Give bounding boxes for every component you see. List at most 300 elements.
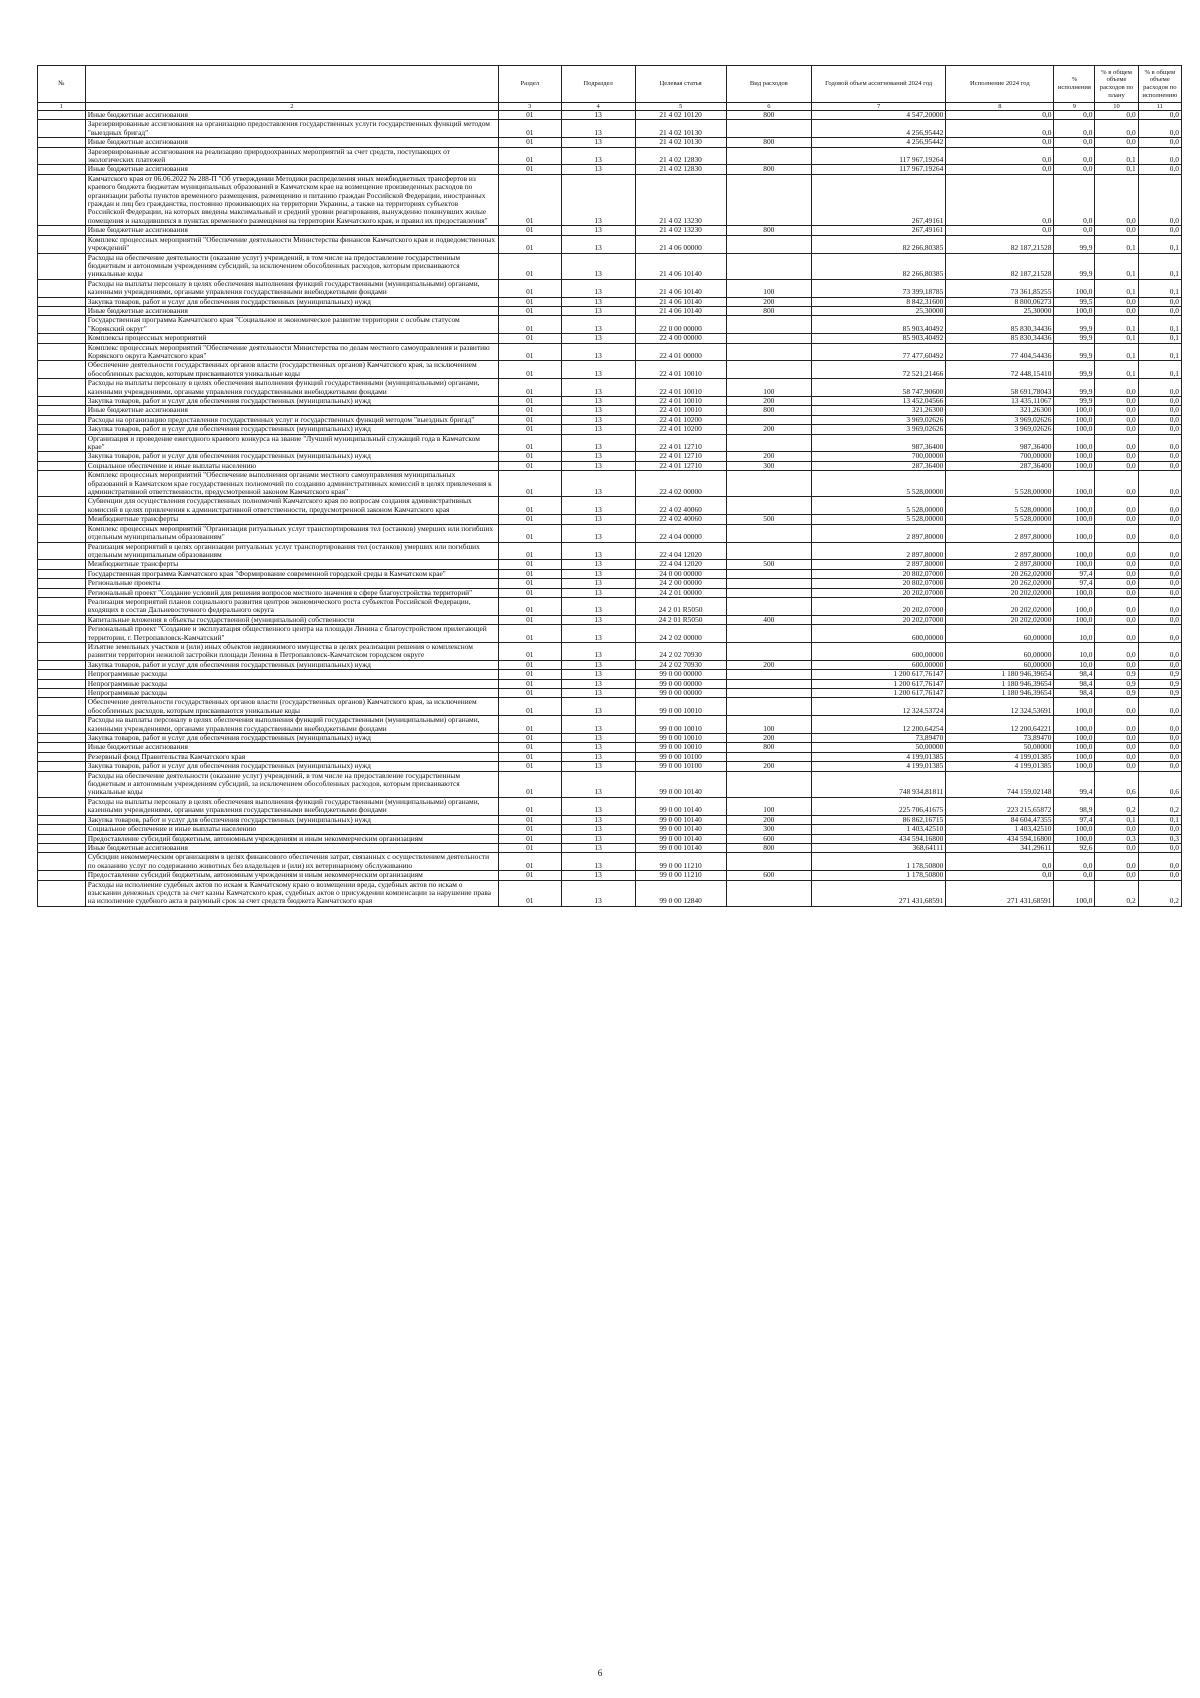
table-row — [38, 415, 1182, 424]
annual-plan-cell: 321,26300 — [812, 406, 946, 415]
razdel-cell: 01 — [499, 615, 562, 624]
execution-percent-cell: 100,0 — [1054, 698, 1095, 716]
col-number: 8 — [946, 103, 1054, 111]
annual-plan-cell: 5 528,00000 — [812, 515, 946, 524]
row-number-cell — [38, 406, 86, 415]
annual-plan-cell: 5 528,00000 — [812, 471, 946, 497]
razdel-cell: 01 — [499, 471, 562, 497]
razdel-cell: 01 — [499, 343, 562, 361]
target-article-cell: 22 4 04 00000 — [635, 524, 726, 542]
execution-cell: 434 594,16800 — [946, 834, 1054, 843]
execution-percent-cell: 100,0 — [1054, 461, 1095, 470]
col-number: 7 — [812, 103, 946, 111]
table-row — [38, 689, 1182, 698]
podrazdel-cell: 13 — [561, 752, 635, 761]
target-article-cell: 21 4 02 13230 — [635, 226, 726, 235]
razdel-cell: 01 — [499, 560, 562, 569]
row-name-cell: Расходы на выплаты персоналу в целях обеспечения выполнения функций государственными (муниципальными) органами, казенными учреждениями, органами управления государственными внебюджетными фондами — [85, 279, 498, 297]
execution-percent-cell: 100,0 — [1054, 588, 1095, 597]
razdel-cell: 01 — [499, 306, 562, 315]
execution-percent-cell: 100,0 — [1054, 762, 1095, 771]
row-number-cell — [38, 588, 86, 597]
execution-percent-cell: 99,9 — [1054, 235, 1095, 253]
annual-plan-cell: 600,00000 — [812, 625, 946, 643]
row-number-cell — [38, 880, 86, 906]
table-row — [38, 825, 1182, 834]
execution-cell: 58 691,78043 — [946, 379, 1054, 397]
annual-plan-cell: 13 452,04566 — [812, 397, 946, 406]
execution-percent-cell: 100,0 — [1054, 825, 1095, 834]
target-article-cell: 21 4 06 10140 — [635, 297, 726, 306]
execution-cell: 25,30000 — [946, 306, 1054, 315]
podrazdel-cell: 13 — [561, 415, 635, 424]
target-article-cell: 22 4 01 00000 — [635, 343, 726, 361]
execution-cell: 0,0 — [946, 174, 1054, 225]
execution-cell: 60,00000 — [946, 625, 1054, 643]
row-name-cell: Резервный фонд Правительства Камчатского края — [85, 752, 498, 761]
execution-percent-cell: 100,0 — [1054, 743, 1095, 752]
share-plan-cell: 0,0 — [1095, 871, 1138, 880]
annual-plan-cell: 1 200 617,76147 — [812, 679, 946, 688]
table-row — [38, 670, 1182, 679]
annual-plan-cell: 20 802,07000 — [812, 569, 946, 578]
execution-percent-cell: 100,0 — [1054, 497, 1095, 515]
row-number-cell — [38, 253, 86, 279]
share-plan-cell: 0,1 — [1095, 343, 1138, 361]
table-row — [38, 361, 1182, 379]
execution-percent-cell: 10,0 — [1054, 660, 1095, 669]
table-row — [38, 297, 1182, 306]
podrazdel-cell: 13 — [561, 853, 635, 871]
row-number-cell — [38, 660, 86, 669]
podrazdel-cell: 13 — [561, 597, 635, 615]
table-row — [38, 235, 1182, 253]
expense-type-cell — [726, 670, 811, 679]
execution-percent-cell: 99,9 — [1054, 253, 1095, 279]
row-name-cell: Обеспечение деятельности государственных органов власти (государственных органов) Камчатского края, за исключением обособленных расходов, которым присваиваются уникальные коды — [85, 361, 498, 379]
table-row — [38, 316, 1182, 334]
share-execution-cell: 0,0 — [1138, 825, 1181, 834]
annual-plan-cell: 1 200 617,76147 — [812, 670, 946, 679]
annual-plan-cell: 2 897,80000 — [812, 542, 946, 560]
row-name-cell: Комплекс процессных мероприятий "Обеспечение выполнения органами местного самоуправления муниципальных образований в Камчатском крае государственных полномочий по созданию административных комиссий в целях привлечения к административной ответственности, предусмотренной законом Камчатского края" — [85, 471, 498, 497]
budget-execution-table — [37, 65, 1182, 907]
podrazdel-cell: 13 — [561, 434, 635, 452]
razdel-cell: 01 — [499, 316, 562, 334]
share-execution-cell: 0,0 — [1138, 762, 1181, 771]
podrazdel-cell: 13 — [561, 569, 635, 578]
razdel-cell: 01 — [499, 679, 562, 688]
expense-type-cell: 200 — [726, 425, 811, 434]
share-execution-cell: 0,9 — [1138, 679, 1181, 688]
expense-type-cell — [726, 853, 811, 871]
row-name-cell: Комплекс процессных мероприятий "Обеспечение деятельности Министерства по делам местного самоуправления и развитию Корякского округа Камчатского края" — [85, 343, 498, 361]
row-number-cell — [38, 743, 86, 752]
share-plan-cell: 0,0 — [1095, 734, 1138, 743]
page-number: 6 — [597, 1668, 603, 1678]
share-plan-cell: 0,0 — [1095, 111, 1138, 120]
expense-type-cell: 800 — [726, 111, 811, 120]
target-article-cell: 24 0 00 00000 — [635, 569, 726, 578]
share-execution-cell: 0,0 — [1138, 138, 1181, 147]
share-plan-cell: 0,0 — [1095, 843, 1138, 852]
table-row — [38, 560, 1182, 569]
share-execution-cell: 0,0 — [1138, 752, 1181, 761]
razdel-cell: 01 — [499, 297, 562, 306]
table-row — [38, 406, 1182, 415]
share-plan-cell: 0,1 — [1095, 253, 1138, 279]
table-row — [38, 716, 1182, 734]
execution-percent-cell: 0,0 — [1054, 111, 1095, 120]
expense-type-cell: 100 — [726, 279, 811, 297]
annual-plan-cell: 20 202,07000 — [812, 597, 946, 615]
row-number-cell — [38, 698, 86, 716]
table-row — [38, 279, 1182, 297]
expense-type-cell — [726, 579, 811, 588]
execution-cell: 8 800,06273 — [946, 297, 1054, 306]
execution-percent-cell: 100,0 — [1054, 415, 1095, 424]
row-name-cell: Капитальные вложения в объекты государственной (муниципальной) собственности — [85, 615, 498, 624]
razdel-cell: 01 — [499, 253, 562, 279]
expense-type-cell: 100 — [726, 379, 811, 397]
table-row — [38, 343, 1182, 361]
row-number-cell — [38, 853, 86, 871]
execution-cell: 2 897,80000 — [946, 560, 1054, 569]
podrazdel-cell: 13 — [561, 461, 635, 470]
share-execution-cell: 0,9 — [1138, 670, 1181, 679]
col-header-name — [85, 66, 498, 103]
razdel-cell: 01 — [499, 379, 562, 397]
row-number-cell — [38, 615, 86, 624]
row-number-cell — [38, 797, 86, 815]
row-number-cell — [38, 461, 86, 470]
execution-cell: 0,0 — [946, 165, 1054, 174]
share-plan-cell: 0,9 — [1095, 679, 1138, 688]
target-article-cell: 99 0 00 10140 — [635, 771, 726, 797]
razdel-cell: 01 — [499, 588, 562, 597]
razdel-cell: 01 — [499, 120, 562, 138]
share-plan-cell: 0,1 — [1095, 361, 1138, 379]
col-number: 4 — [561, 103, 635, 111]
row-number-cell — [38, 379, 86, 397]
annual-plan-cell: 58 747,90600 — [812, 379, 946, 397]
execution-percent-cell: 100,0 — [1054, 597, 1095, 615]
podrazdel-cell: 13 — [561, 588, 635, 597]
row-name-cell: Субвенции для осуществления государственных полномочий Камчатского края по вопросам создания административных комиссий в целях привлечения к административной ответственности, предусмотренной законом Камчатского края — [85, 497, 498, 515]
razdel-cell: 01 — [499, 642, 562, 660]
share-plan-cell: 0,1 — [1095, 316, 1138, 334]
share-plan-cell: 0,1 — [1095, 235, 1138, 253]
share-execution-cell: 0,0 — [1138, 306, 1181, 315]
row-name-cell: Комплекс процессных мероприятий "Обеспечение деятельности Министерства финансов Камчатского края и подведомственных учреждений" — [85, 235, 498, 253]
razdel-cell: 01 — [499, 524, 562, 542]
share-plan-cell: 0,0 — [1095, 138, 1138, 147]
share-plan-cell: 0,6 — [1095, 771, 1138, 797]
table-row — [38, 379, 1182, 397]
podrazdel-cell: 13 — [561, 716, 635, 734]
row-number-cell — [38, 174, 86, 225]
share-plan-cell: 0,0 — [1095, 698, 1138, 716]
share-plan-cell: 0,0 — [1095, 397, 1138, 406]
expense-type-cell: 200 — [726, 397, 811, 406]
share-plan-cell: 0,0 — [1095, 415, 1138, 424]
podrazdel-cell: 13 — [561, 797, 635, 815]
razdel-cell: 01 — [499, 762, 562, 771]
share-plan-cell: 0,0 — [1095, 752, 1138, 761]
execution-cell: 287,36400 — [946, 461, 1054, 470]
target-article-cell: 99 0 00 00000 — [635, 679, 726, 688]
share-plan-cell: 0,0 — [1095, 174, 1138, 225]
row-name-cell: Межбюджетные трансферты — [85, 515, 498, 524]
target-article-cell: 24 2 01 00000 — [635, 588, 726, 597]
podrazdel-cell: 13 — [561, 120, 635, 138]
podrazdel-cell: 13 — [561, 279, 635, 297]
expense-type-cell — [726, 334, 811, 343]
razdel-cell: 01 — [499, 434, 562, 452]
row-name-cell: Государственная программа Камчатского края "Социальное и экономическое развитие территории с особым статусом "Корякский округ" — [85, 316, 498, 334]
razdel-cell: 01 — [499, 397, 562, 406]
share-plan-cell: 0,1 — [1095, 147, 1138, 165]
row-number-cell — [38, 560, 86, 569]
podrazdel-cell: 13 — [561, 406, 635, 415]
annual-plan-cell: 225 706,41675 — [812, 797, 946, 815]
razdel-cell: 01 — [499, 569, 562, 578]
razdel-cell: 01 — [499, 843, 562, 852]
share-plan-cell: 0,0 — [1095, 226, 1138, 235]
target-article-cell: 22 4 01 10010 — [635, 406, 726, 415]
share-plan-cell: 0,0 — [1095, 597, 1138, 615]
share-execution-cell: 0,2 — [1138, 797, 1181, 815]
row-number-cell — [38, 279, 86, 297]
target-article-cell: 99 0 00 10140 — [635, 843, 726, 852]
podrazdel-cell: 13 — [561, 560, 635, 569]
share-plan-cell: 0,0 — [1095, 569, 1138, 578]
table-row — [38, 880, 1182, 906]
podrazdel-cell: 13 — [561, 625, 635, 643]
target-article-cell: 22 4 01 10200 — [635, 415, 726, 424]
annual-plan-cell: 2 897,80000 — [812, 560, 946, 569]
annual-plan-cell: 748 934,81811 — [812, 771, 946, 797]
share-execution-cell: 0,1 — [1138, 253, 1181, 279]
execution-percent-cell: 0,0 — [1054, 120, 1095, 138]
row-number-cell — [38, 497, 86, 515]
execution-cell: 271 431,68591 — [946, 880, 1054, 906]
podrazdel-cell: 13 — [561, 226, 635, 235]
razdel-cell: 01 — [499, 452, 562, 461]
row-number-cell — [38, 815, 86, 824]
row-number-cell — [38, 334, 86, 343]
expense-type-cell — [726, 415, 811, 424]
share-execution-cell: 0,1 — [1138, 235, 1181, 253]
razdel-cell: 01 — [499, 698, 562, 716]
razdel-cell: 01 — [499, 235, 562, 253]
target-article-cell: 21 4 06 10140 — [635, 253, 726, 279]
col-header-podrazdel: Подраздел — [561, 66, 635, 103]
row-number-cell — [38, 834, 86, 843]
share-execution-cell: 0,0 — [1138, 425, 1181, 434]
annual-plan-cell: 12 200,64254 — [812, 716, 946, 734]
annual-plan-cell: 267,49161 — [812, 174, 946, 225]
col-header-number: № — [38, 66, 86, 103]
table-row — [38, 174, 1182, 225]
target-article-cell: 99 0 00 10010 — [635, 698, 726, 716]
target-article-cell: 21 4 06 10140 — [635, 306, 726, 315]
annual-plan-cell: 85 903,40492 — [812, 334, 946, 343]
target-article-cell: 99 0 00 10010 — [635, 743, 726, 752]
execution-cell: 0,0 — [946, 138, 1054, 147]
execution-percent-cell: 0,0 — [1054, 226, 1095, 235]
header-row — [38, 66, 1182, 103]
row-name-cell: Расходы на выплаты персоналу в целях обеспечения выполнения функций государственными (муниципальными) органами, казенными учреждениями, органами управления государственными внебюджетными фондами — [85, 797, 498, 815]
share-plan-cell: 0,0 — [1095, 716, 1138, 734]
execution-cell: 5 528,00000 — [946, 515, 1054, 524]
share-execution-cell: 0,0 — [1138, 642, 1181, 660]
execution-percent-cell: 100,0 — [1054, 560, 1095, 569]
row-number-cell — [38, 569, 86, 578]
execution-percent-cell: 97,4 — [1054, 579, 1095, 588]
row-name-cell: Иные бюджетные ассигнования — [85, 226, 498, 235]
razdel-cell: 01 — [499, 815, 562, 824]
execution-cell: 60,00000 — [946, 642, 1054, 660]
expense-type-cell: 800 — [726, 165, 811, 174]
row-name-cell: Зарезервированные ассигнования на реализацию природоохранных мероприятий за счет средств, поступающих от экологических платежей — [85, 147, 498, 165]
table-row — [38, 111, 1182, 120]
execution-percent-cell: 100,0 — [1054, 524, 1095, 542]
expense-type-cell: 100 — [726, 797, 811, 815]
podrazdel-cell: 13 — [561, 615, 635, 624]
row-number-cell — [38, 297, 86, 306]
execution-percent-cell: 97,4 — [1054, 569, 1095, 578]
execution-percent-cell: 100,0 — [1054, 615, 1095, 624]
table-row — [38, 165, 1182, 174]
podrazdel-cell: 13 — [561, 471, 635, 497]
expense-type-cell — [726, 752, 811, 761]
target-article-cell: 22 4 01 10010 — [635, 379, 726, 397]
expense-type-cell — [726, 588, 811, 597]
target-article-cell: 22 4 01 10010 — [635, 397, 726, 406]
target-article-cell: 99 0 00 11210 — [635, 871, 726, 880]
execution-percent-cell: 98,9 — [1054, 797, 1095, 815]
row-name-cell: Закупка товаров, работ и услуг для обеспечения государственных (муниципальных) нужд — [85, 297, 498, 306]
row-number-cell — [38, 679, 86, 688]
table-body — [38, 111, 1182, 907]
row-name-cell: Обеспечение деятельности государственных органов власти (государственных органов) Камчатского края, за исключением обособленных расходов, которым присваиваются уникальные коды — [85, 698, 498, 716]
razdel-cell: 01 — [499, 174, 562, 225]
share-execution-cell: 0,0 — [1138, 560, 1181, 569]
podrazdel-cell: 13 — [561, 174, 635, 225]
target-article-cell: 22 4 01 12710 — [635, 461, 726, 470]
execution-percent-cell: 98,4 — [1054, 689, 1095, 698]
share-execution-cell: 0,0 — [1138, 471, 1181, 497]
row-name-cell: Расходы на организацию предоставления государственных услуг и государственных функций методом "выездных бригад" — [85, 415, 498, 424]
execution-cell: 4 199,01385 — [946, 752, 1054, 761]
row-name-cell: Организация и проведение ежегодного краевого конкурса на звание "Лучший муниципальный служащий года в Камчатском крае" — [85, 434, 498, 452]
razdel-cell: 01 — [499, 880, 562, 906]
annual-plan-cell: 73,89470 — [812, 734, 946, 743]
share-plan-cell: 0,0 — [1095, 825, 1138, 834]
execution-percent-cell: 0,0 — [1054, 165, 1095, 174]
row-name-cell: Региональный проект "Создание и эксплуатация общественного центра на площади Ленина с благоустройством прилегающей территории, г. Петропавловск-Камчатский" — [85, 625, 498, 643]
target-article-cell: 22 4 01 12710 — [635, 434, 726, 452]
share-plan-cell: 0,1 — [1095, 165, 1138, 174]
col-number: 3 — [499, 103, 562, 111]
share-execution-cell: 0,0 — [1138, 406, 1181, 415]
podrazdel-cell: 13 — [561, 334, 635, 343]
share-plan-cell: 0,0 — [1095, 306, 1138, 315]
table-row — [38, 579, 1182, 588]
razdel-cell: 01 — [499, 138, 562, 147]
share-execution-cell: 0,0 — [1138, 497, 1181, 515]
razdel-cell: 01 — [499, 743, 562, 752]
expense-type-cell — [726, 771, 811, 797]
expense-type-cell: 400 — [726, 615, 811, 624]
table-row — [38, 226, 1182, 235]
table-row — [38, 434, 1182, 452]
execution-cell: 73,89470 — [946, 734, 1054, 743]
share-plan-cell: 0,0 — [1095, 297, 1138, 306]
share-plan-cell: 0,9 — [1095, 670, 1138, 679]
razdel-cell: 01 — [499, 334, 562, 343]
execution-percent-cell: 98,4 — [1054, 679, 1095, 688]
execution-cell: 20 202,02000 — [946, 588, 1054, 597]
row-name-cell: Иные бюджетные ассигнования — [85, 111, 498, 120]
expense-type-cell — [726, 253, 811, 279]
podrazdel-cell: 13 — [561, 138, 635, 147]
razdel-cell: 01 — [499, 226, 562, 235]
execution-cell: 700,00000 — [946, 452, 1054, 461]
execution-percent-cell: 100,0 — [1054, 471, 1095, 497]
expense-type-cell — [726, 361, 811, 379]
execution-cell: 20 202,02000 — [946, 597, 1054, 615]
target-article-cell: 22 4 02 40060 — [635, 515, 726, 524]
execution-percent-cell: 0,0 — [1054, 174, 1095, 225]
col-header-share-plan: % в общем объеме расходов по плану — [1095, 66, 1138, 103]
execution-percent-cell: 100,0 — [1054, 279, 1095, 297]
table-row — [38, 497, 1182, 515]
annual-plan-cell: 1 403,42510 — [812, 825, 946, 834]
row-number-cell — [38, 670, 86, 679]
share-execution-cell: 0,1 — [1138, 361, 1181, 379]
execution-percent-cell: 100,0 — [1054, 880, 1095, 906]
row-number-cell — [38, 452, 86, 461]
share-plan-cell: 0,1 — [1095, 815, 1138, 824]
share-execution-cell: 0,0 — [1138, 515, 1181, 524]
expense-type-cell: 300 — [726, 825, 811, 834]
podrazdel-cell: 13 — [561, 497, 635, 515]
execution-percent-cell: 10,0 — [1054, 642, 1095, 660]
table-row — [38, 853, 1182, 871]
share-plan-cell: 0,0 — [1095, 471, 1138, 497]
share-plan-cell: 0,0 — [1095, 120, 1138, 138]
row-number-cell — [38, 434, 86, 452]
column-number-row — [38, 103, 1182, 111]
execution-cell: 85 830,34436 — [946, 334, 1054, 343]
razdel-cell: 01 — [499, 771, 562, 797]
execution-percent-cell: 0,0 — [1054, 871, 1095, 880]
row-number-cell — [38, 235, 86, 253]
expense-type-cell — [726, 597, 811, 615]
row-name-cell: Региональный проект "Создание условий для решения вопросов местного значения в сфере благоустройства территорий" — [85, 588, 498, 597]
podrazdel-cell: 13 — [561, 689, 635, 698]
row-name-cell: Иные бюджетные ассигнования — [85, 406, 498, 415]
podrazdel-cell: 13 — [561, 253, 635, 279]
annual-plan-cell: 3 969,02626 — [812, 425, 946, 434]
share-execution-cell: 0,0 — [1138, 716, 1181, 734]
expense-type-cell: 600 — [726, 834, 811, 843]
share-execution-cell: 0,0 — [1138, 147, 1181, 165]
share-execution-cell: 0,0 — [1138, 734, 1181, 743]
row-name-cell: Закупка товаров, работ и услуг для обеспечения государственных (муниципальных) нужд — [85, 660, 498, 669]
